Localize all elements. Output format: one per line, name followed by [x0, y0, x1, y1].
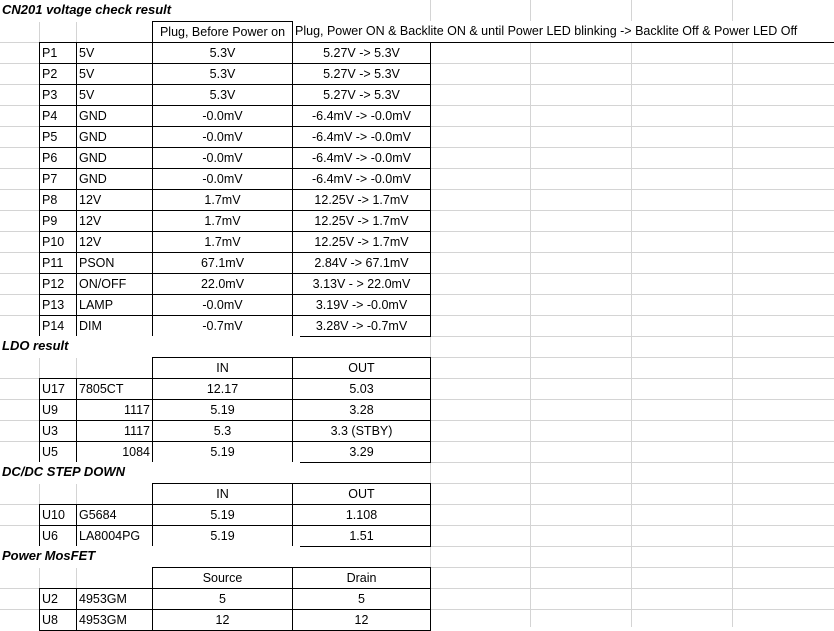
- cn201-row-part[interactable]: 12V: [76, 210, 153, 232]
- cn201-row-value[interactable]: -0.0mV: [152, 105, 293, 127]
- cn201-row-id[interactable]: P13: [39, 294, 77, 316]
- cn201-row-value[interactable]: -6.4mV -> -0.0mV: [292, 168, 431, 190]
- cn201-row-value[interactable]: -0.0mV: [152, 147, 293, 169]
- cn201-row-value[interactable]: 1.7mV: [152, 231, 293, 253]
- cn201-title[interactable]: CN201 voltage check result: [0, 0, 300, 22]
- mosfet-row-value[interactable]: 5: [292, 588, 431, 610]
- cn201-row-part[interactable]: 5V: [76, 42, 153, 64]
- cn201-row-part[interactable]: DIM: [76, 315, 153, 337]
- ldo-row-value[interactable]: 3.3 (STBY): [292, 420, 431, 442]
- dcdc-row-value[interactable]: 1.51: [292, 525, 431, 547]
- ldo-row-part[interactable]: 7805CT: [76, 378, 153, 400]
- ldo-row-part[interactable]: 1084: [76, 441, 153, 463]
- ldo-row-value[interactable]: 12.17: [152, 378, 293, 400]
- dcdc-title[interactable]: DC/DC STEP DOWN: [0, 462, 300, 484]
- cn201-row-id[interactable]: P6: [39, 147, 77, 169]
- grid-line: [530, 0, 531, 627]
- grid-line: [732, 0, 733, 627]
- mosfet-row-id[interactable]: U2: [39, 588, 77, 610]
- cn201-row-value[interactable]: -0.7mV: [152, 315, 293, 337]
- cn201-row-value[interactable]: 5.3V: [152, 84, 293, 106]
- ldo-header-0[interactable]: IN: [152, 357, 293, 379]
- cn201-row-id[interactable]: P14: [39, 315, 77, 337]
- cn201-row-part[interactable]: 12V: [76, 189, 153, 211]
- cn201-row-part[interactable]: GND: [76, 126, 153, 148]
- ldo-row-value[interactable]: 3.29: [292, 441, 431, 463]
- mosfet-row-value[interactable]: 12: [152, 609, 293, 631]
- cn201-row-value[interactable]: 12.25V -> 1.7mV: [292, 189, 431, 211]
- mosfet-row-part[interactable]: 4953GM: [76, 609, 153, 631]
- cn201-row-part[interactable]: GND: [76, 168, 153, 190]
- cn201-row-id[interactable]: P5: [39, 126, 77, 148]
- cn201-row-id[interactable]: P7: [39, 168, 77, 190]
- cn201-row-part[interactable]: 12V: [76, 231, 153, 253]
- cn201-row-id[interactable]: P3: [39, 84, 77, 106]
- dcdc-header-1[interactable]: OUT: [292, 483, 431, 505]
- cn201-row-part[interactable]: PSON: [76, 252, 153, 274]
- cn201-row-value[interactable]: 67.1mV: [152, 252, 293, 274]
- cn201-row-part[interactable]: LAMP: [76, 294, 153, 316]
- ldo-row-id[interactable]: U3: [39, 420, 77, 442]
- ldo-row-id[interactable]: U9: [39, 399, 77, 421]
- cn201-header-1[interactable]: Plug, Power ON & Backlite ON & until Power LED blinking -> Backlite Off & Power LED Off: [292, 21, 834, 43]
- cn201-row-part[interactable]: 5V: [76, 84, 153, 106]
- ldo-header-1[interactable]: OUT: [292, 357, 431, 379]
- cn201-row-value[interactable]: 2.84V -> 67.1mV: [292, 252, 431, 274]
- ldo-row-value[interactable]: 3.28: [292, 399, 431, 421]
- ldo-row-id[interactable]: U17: [39, 378, 77, 400]
- cn201-header-0[interactable]: Plug, Before Power on: [152, 21, 293, 43]
- cn201-row-id[interactable]: P8: [39, 189, 77, 211]
- ldo-row-value[interactable]: 5.3: [152, 420, 293, 442]
- mosfet-row-id[interactable]: U8: [39, 609, 77, 631]
- cn201-row-value[interactable]: -6.4mV -> -0.0mV: [292, 126, 431, 148]
- ldo-title[interactable]: LDO result: [0, 336, 300, 358]
- cn201-row-value[interactable]: -0.0mV: [152, 294, 293, 316]
- cn201-row-value[interactable]: 5.27V -> 5.3V: [292, 42, 431, 64]
- mosfet-header-0[interactable]: Source: [152, 567, 293, 589]
- dcdc-row-value[interactable]: 5.19: [152, 504, 293, 526]
- mosfet-title[interactable]: Power MosFET: [0, 546, 300, 568]
- cn201-row-value[interactable]: -0.0mV: [152, 126, 293, 148]
- cn201-row-id[interactable]: P1: [39, 42, 77, 64]
- cn201-row-value[interactable]: 22.0mV: [152, 273, 293, 295]
- cn201-row-part[interactable]: GND: [76, 105, 153, 127]
- cn201-row-id[interactable]: P11: [39, 252, 77, 274]
- ldo-row-value[interactable]: 5.03: [292, 378, 431, 400]
- cn201-row-part[interactable]: 5V: [76, 63, 153, 85]
- cn201-row-value[interactable]: -6.4mV -> -0.0mV: [292, 147, 431, 169]
- cn201-row-value[interactable]: 5.3V: [152, 42, 293, 64]
- cn201-row-value[interactable]: 12.25V -> 1.7mV: [292, 210, 431, 232]
- ldo-row-part[interactable]: 1117: [76, 420, 153, 442]
- cn201-row-value[interactable]: 1.7mV: [152, 189, 293, 211]
- dcdc-row-value[interactable]: 5.19: [152, 525, 293, 547]
- cn201-row-id[interactable]: P4: [39, 105, 77, 127]
- cn201-row-value[interactable]: 3.13V - > 22.0mV: [292, 273, 431, 295]
- cn201-row-value[interactable]: 1.7mV: [152, 210, 293, 232]
- cn201-row-value[interactable]: -0.0mV: [152, 168, 293, 190]
- ldo-row-value[interactable]: 5.19: [152, 399, 293, 421]
- cn201-row-value[interactable]: 5.3V: [152, 63, 293, 85]
- cn201-row-id[interactable]: P2: [39, 63, 77, 85]
- cn201-row-value[interactable]: 3.19V -> -0.0mV: [292, 294, 431, 316]
- mosfet-row-value[interactable]: 12: [292, 609, 431, 631]
- ldo-row-part[interactable]: 1117: [76, 399, 153, 421]
- cn201-row-id[interactable]: P9: [39, 210, 77, 232]
- cn201-row-part[interactable]: GND: [76, 147, 153, 169]
- dcdc-row-id[interactable]: U10: [39, 504, 77, 526]
- cn201-row-part[interactable]: ON/OFF: [76, 273, 153, 295]
- mosfet-header-1[interactable]: Drain: [292, 567, 431, 589]
- mosfet-row-value[interactable]: 5: [152, 588, 293, 610]
- dcdc-header-0[interactable]: IN: [152, 483, 293, 505]
- cn201-row-value[interactable]: 3.28V -> -0.7mV: [292, 315, 431, 337]
- dcdc-row-part[interactable]: LA8004PG: [76, 525, 153, 547]
- grid-line: [631, 0, 632, 627]
- ldo-row-id[interactable]: U5: [39, 441, 77, 463]
- dcdc-row-part[interactable]: G5684: [76, 504, 153, 526]
- cn201-row-value[interactable]: 12.25V -> 1.7mV: [292, 231, 431, 253]
- ldo-row-value[interactable]: 5.19: [152, 441, 293, 463]
- cn201-row-id[interactable]: P12: [39, 273, 77, 295]
- cn201-row-value[interactable]: -6.4mV -> -0.0mV: [292, 105, 431, 127]
- dcdc-row-value[interactable]: 1.108: [292, 504, 431, 526]
- cn201-row-value[interactable]: 5.27V -> 5.3V: [292, 63, 431, 85]
- dcdc-row-id[interactable]: U6: [39, 525, 77, 547]
- cn201-row-id[interactable]: P10: [39, 231, 77, 253]
- cn201-row-value[interactable]: 5.27V -> 5.3V: [292, 84, 431, 106]
- mosfet-row-part[interactable]: 4953GM: [76, 588, 153, 610]
